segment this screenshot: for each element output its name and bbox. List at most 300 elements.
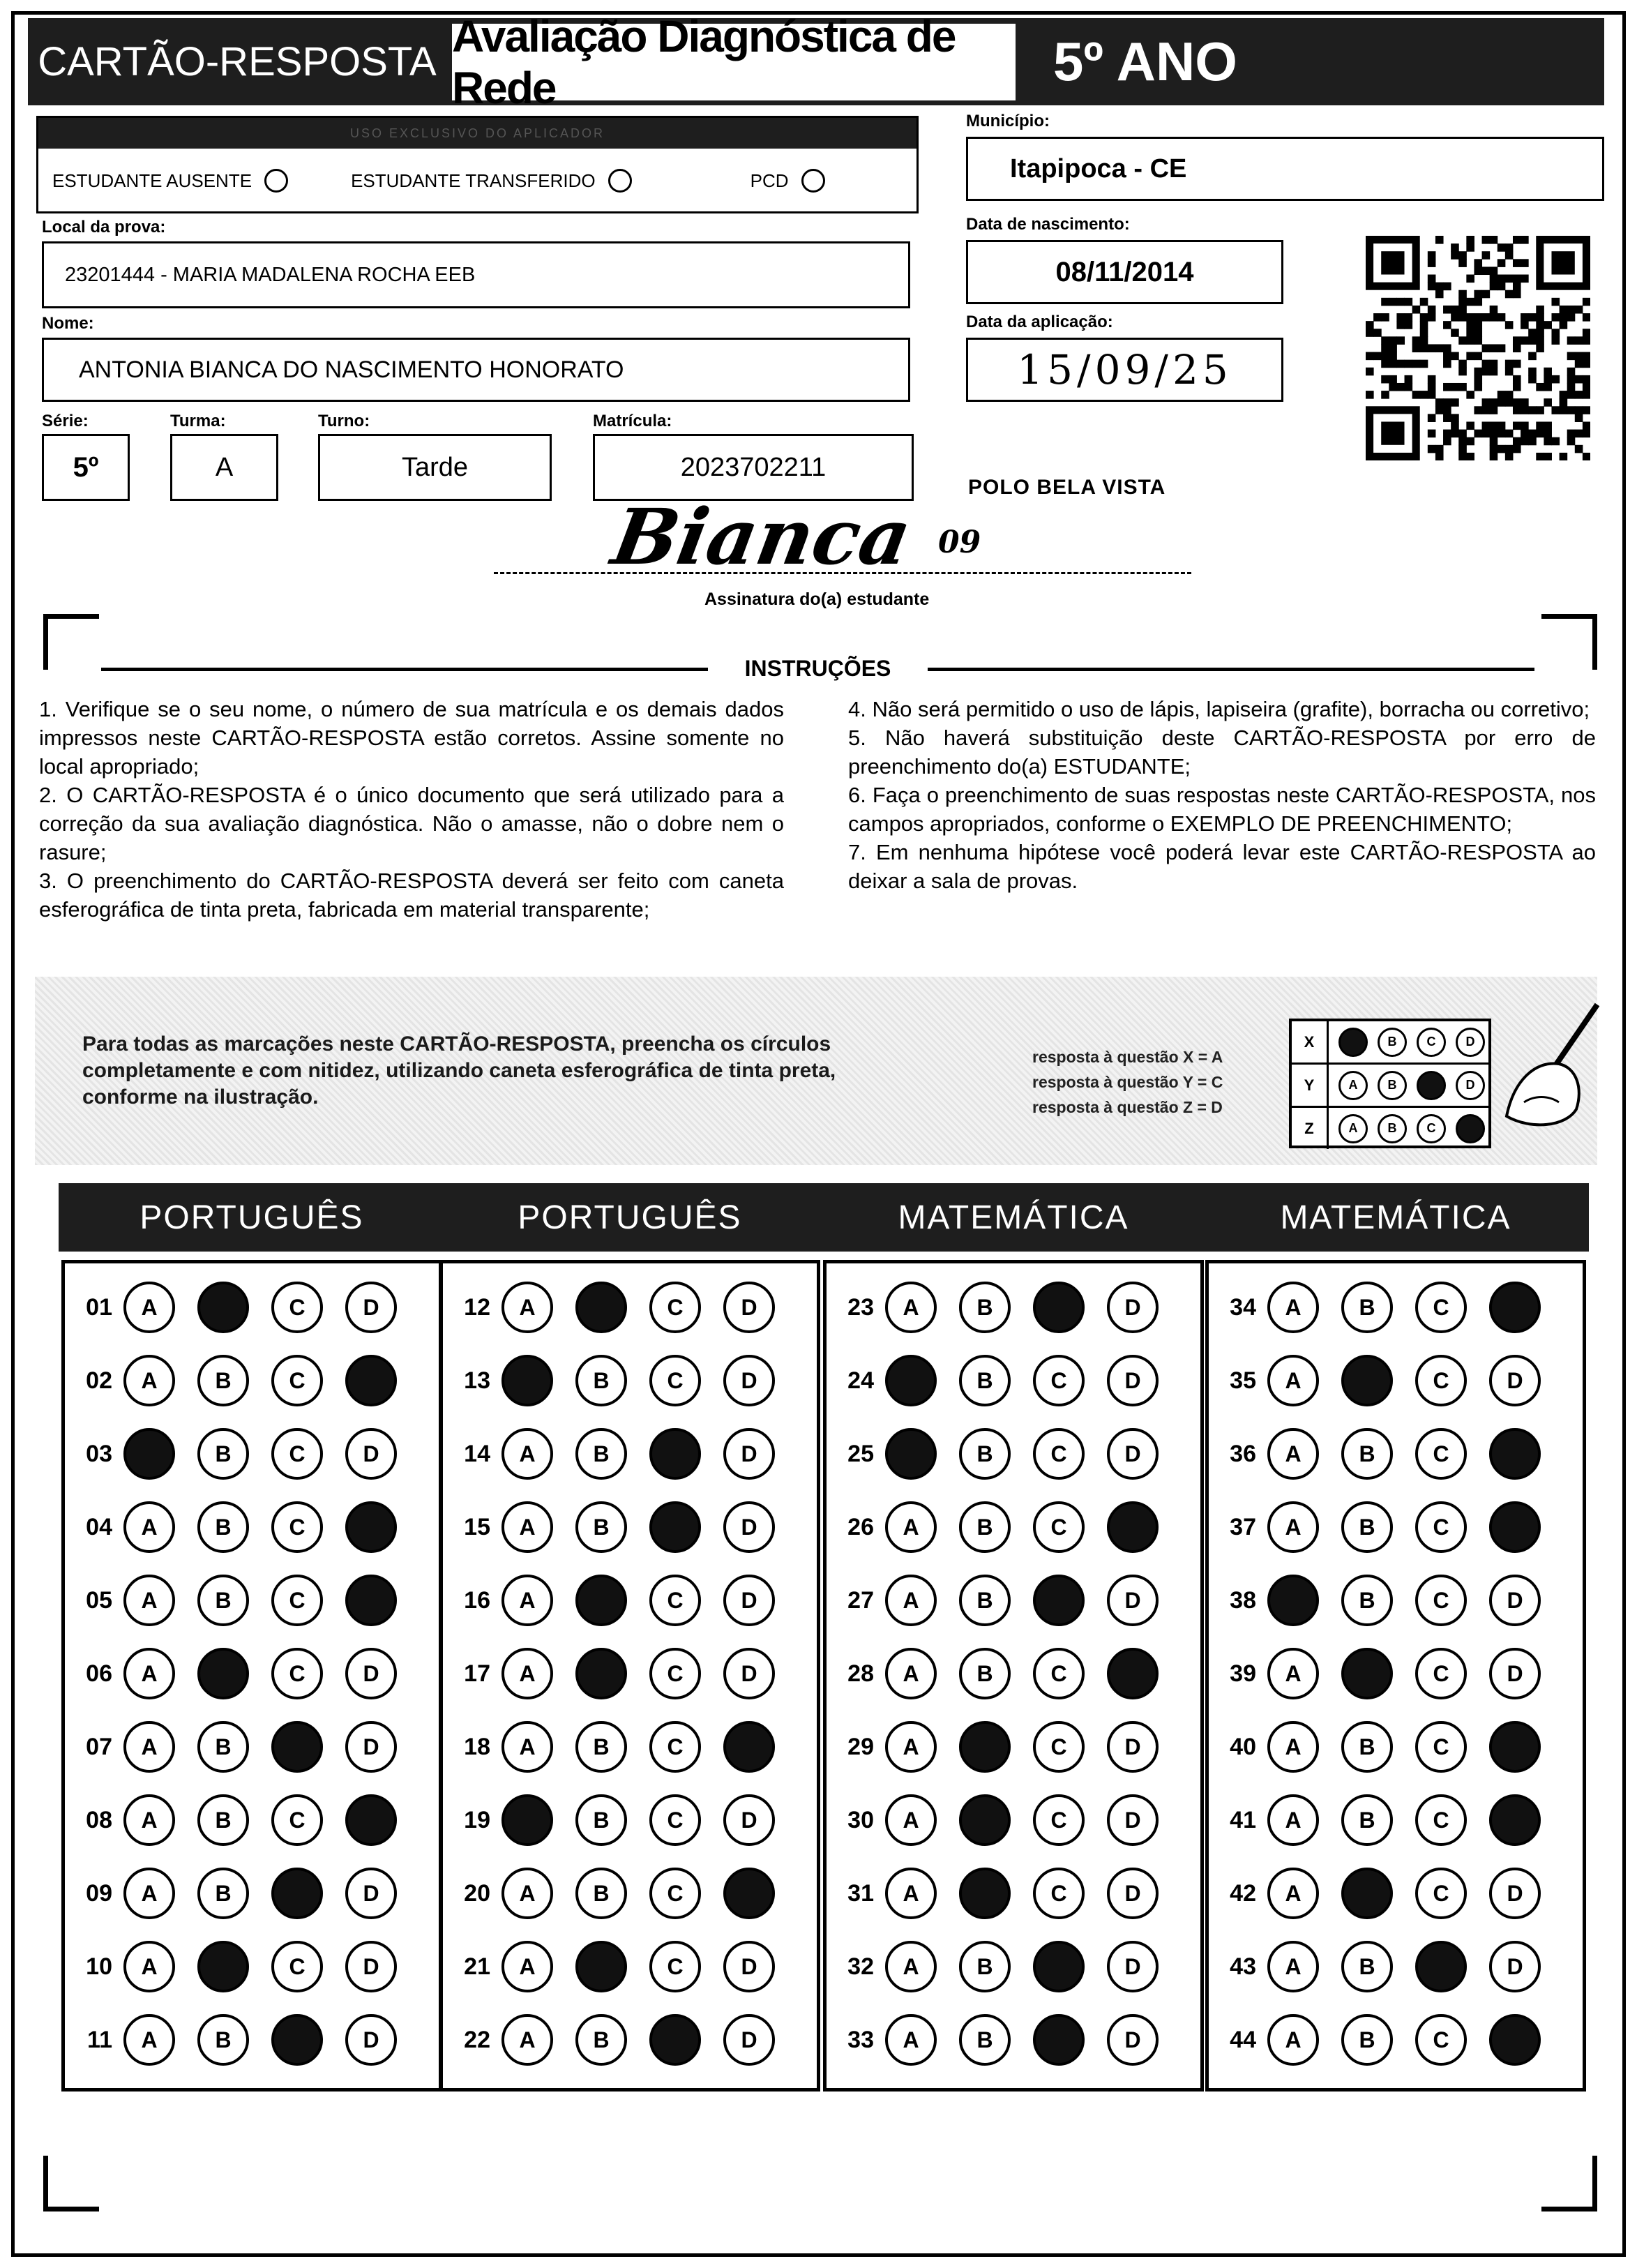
question-number: 38 (1230, 1586, 1256, 1614)
absent-checkbox[interactable] (264, 169, 288, 193)
answer-bubble-d[interactable] (1489, 1501, 1541, 1553)
answer-bubble-b[interactable]: B (959, 1648, 1011, 1699)
answer-bubble-a[interactable]: A (501, 1501, 553, 1553)
answer-bubble-a[interactable]: A (123, 1721, 175, 1773)
answer-bubble-d[interactable]: D (1107, 1428, 1159, 1480)
answer-bubble-b[interactable]: B (959, 2014, 1011, 2066)
answer-bubble-c[interactable]: C (271, 1282, 323, 1333)
nome-field: ANTONIA BIANCA DO NASCIMENTO HONORATO (42, 338, 910, 402)
answer-bubble-b[interactable]: B (197, 1868, 249, 1919)
card-title: CARTÃO-RESPOSTA (38, 39, 437, 84)
answer-bubble-d[interactable] (1107, 1501, 1159, 1553)
answer-bubble-d[interactable]: D (345, 1941, 397, 1992)
question-number: 03 (86, 1440, 112, 1467)
answer-bubble-d[interactable] (1489, 2014, 1541, 2066)
question-number: 35 (1230, 1367, 1256, 1394)
hand-pen-icon (1493, 998, 1604, 1130)
answer-bubble-c[interactable] (649, 2014, 701, 2066)
answer-bubble-c[interactable] (1033, 1941, 1085, 1992)
question-row (1209, 1642, 1583, 1705)
instruction-item: 3. O preenchimento do CARTÃO-RESPOSTA deverá ser feito com caneta esferográfica de tinta preta, fabricada em material transparente; (39, 869, 784, 922)
answer-bubble-a[interactable]: A (123, 1282, 175, 1333)
answer-bubble-b[interactable]: B (1341, 2014, 1393, 2066)
instructions-rule-right (928, 668, 1534, 671)
question-row (1209, 1349, 1583, 1412)
question-row (827, 1935, 1200, 1998)
aplicacao-label: Data da aplicação: (966, 313, 1113, 331)
answer-bubble-a[interactable]: A (123, 1648, 175, 1699)
question-row (65, 1935, 439, 1998)
question-number: 05 (86, 1586, 112, 1614)
answer-bubble-d[interactable]: D (723, 1428, 775, 1480)
answer-bubble-a[interactable] (501, 1355, 553, 1406)
answer-bubble-a[interactable]: A (1267, 1282, 1319, 1333)
aplicador-box (36, 116, 919, 213)
answer-bubble-b[interactable] (959, 1868, 1011, 1919)
answer-bubble-c[interactable]: C (1033, 1428, 1085, 1480)
question-row (827, 2008, 1200, 2071)
answer-bubble-a[interactable]: A (501, 1648, 553, 1699)
answer-bubble-a[interactable]: A (1267, 1794, 1319, 1846)
answer-bubble-c[interactable]: C (1033, 1648, 1085, 1699)
pcd-checkbox[interactable] (801, 169, 825, 193)
question-row (443, 1935, 817, 1998)
question-number: 15 (464, 1513, 490, 1540)
answer-bubble-a[interactable]: A (501, 1721, 553, 1773)
question-number: 41 (1230, 1806, 1256, 1833)
answer-bubble-d[interactable]: D (1489, 1941, 1541, 1992)
answer-bubble-c[interactable] (1033, 2014, 1085, 2066)
answer-bubble-d[interactable]: D (1107, 1282, 1159, 1333)
example-bubble: A (1338, 1071, 1368, 1100)
answer-bubble-b[interactable] (197, 1282, 249, 1333)
answer-bubble-d[interactable]: D (1107, 1721, 1159, 1773)
answer-bubble-a[interactable]: A (123, 1501, 175, 1553)
answer-bubble-d[interactable]: D (345, 1648, 397, 1699)
question-row (827, 1276, 1200, 1339)
answer-bubble-c[interactable]: C (1415, 1501, 1467, 1553)
answer-bubble-d[interactable] (723, 1868, 775, 1919)
answer-bubble-d[interactable]: D (345, 1428, 397, 1480)
assessment-title: Avaliação Diagnóstica de Rede (452, 24, 1016, 100)
answer-bubble-d[interactable]: D (723, 1648, 775, 1699)
question-number: 36 (1230, 1440, 1256, 1467)
instruction-item: 7. Em nenhuma hipótese você poderá levar este CARTÃO-RESPOSTA ao deixar a sala de provas. (848, 840, 1596, 893)
municipio-field: Itapipoca - CE (966, 137, 1604, 201)
answer-bubble-c[interactable]: C (1415, 1575, 1467, 1626)
subject-header: PORTUGUÊS (59, 1183, 445, 1252)
answer-bubble-d[interactable]: D (1107, 1355, 1159, 1406)
answer-bubble-b[interactable] (575, 1648, 627, 1699)
answer-bubble-a[interactable]: A (1267, 1648, 1319, 1699)
answer-bubble-c[interactable]: C (1415, 2014, 1467, 2066)
answer-bubble-c[interactable]: C (1415, 1355, 1467, 1406)
question-row (65, 1789, 439, 1852)
question-row (1209, 2008, 1583, 2071)
question-number: 10 (86, 1953, 112, 1980)
answer-bubble-b[interactable]: B (575, 1428, 627, 1480)
answer-bubble-c[interactable] (271, 1721, 323, 1773)
answer-bubble-d[interactable]: D (723, 2014, 775, 2066)
answer-bubble-c[interactable]: C (1415, 1428, 1467, 1480)
answer-bubble-d[interactable]: D (723, 1501, 775, 1553)
signature-mark: 09 (938, 525, 981, 560)
answer-bubble-d[interactable] (345, 1794, 397, 1846)
answer-bubble-b[interactable]: B (959, 1941, 1011, 1992)
turno-label: Turno: (318, 412, 370, 430)
question-row (827, 1862, 1200, 1925)
question-row (443, 2008, 817, 2071)
instruction-item: 5. Não haverá substituição deste CARTÃO-RESPOSTA por erro de preenchimento do(a) ESTUDANTE; (848, 726, 1596, 779)
answer-bubble-c[interactable]: C (271, 1941, 323, 1992)
corner-mark-tr (1541, 614, 1597, 670)
question-number: 32 (847, 1953, 874, 1980)
answer-bubble-a[interactable]: A (1267, 1355, 1319, 1406)
signature-label: Assinatura do(a) estudante (704, 589, 930, 609)
answer-bubble-a[interactable]: A (885, 1868, 937, 1919)
question-row (65, 1862, 439, 1925)
answer-column (823, 1260, 1204, 2091)
answer-bubble-c[interactable]: C (1033, 1794, 1085, 1846)
serie-label: Série: (42, 412, 89, 430)
answer-bubble-b[interactable]: B (1341, 1941, 1393, 1992)
question-row (443, 1642, 817, 1705)
answer-column (439, 1260, 820, 2091)
answer-bubble-b[interactable]: B (575, 1868, 627, 1919)
answer-bubble-d[interactable] (1107, 1648, 1159, 1699)
absent-label: ESTUDANTE AUSENTE (52, 170, 252, 191)
answer-bubble-c[interactable]: C (649, 1355, 701, 1406)
answer-bubble-d[interactable]: D (1107, 1868, 1159, 1919)
question-row (443, 1496, 817, 1559)
answer-bubble-c[interactable] (1415, 1941, 1467, 1992)
answer-bubble-b[interactable]: B (575, 2014, 627, 2066)
question-number: 24 (847, 1367, 874, 1394)
answer-bubble-a[interactable]: A (123, 1575, 175, 1626)
question-row (1209, 1862, 1583, 1925)
answer-bubble-b[interactable] (959, 1721, 1011, 1773)
answer-bubble-a[interactable]: A (1267, 2014, 1319, 2066)
turma-field: A (170, 434, 278, 501)
example-grid (1289, 1019, 1491, 1148)
answer-bubble-d[interactable]: D (1489, 1355, 1541, 1406)
question-row (827, 1569, 1200, 1632)
answer-bubble-b[interactable]: B (197, 1428, 249, 1480)
question-number: 04 (86, 1513, 112, 1540)
question-row (1209, 1422, 1583, 1485)
answer-bubble-a[interactable] (501, 1794, 553, 1846)
answer-bubble-b[interactable] (575, 1941, 627, 1992)
answer-bubble-c[interactable] (649, 1501, 701, 1553)
example-row-label: Y (1292, 1065, 1329, 1106)
answer-bubble-d[interactable] (345, 1501, 397, 1553)
answer-bubble-a[interactable]: A (123, 1941, 175, 1992)
answer-bubble-b[interactable]: B (197, 1501, 249, 1553)
instruction-item: 6. Faça o preenchimento de suas respostas neste CARTÃO-RESPOSTA, nos campos apropriados, conforme o EXEMPLO DE PREENCHIMENTO; (848, 783, 1596, 836)
question-number: 21 (464, 1953, 490, 1980)
student-signature: Bianca (605, 492, 918, 582)
question-number: 33 (847, 2026, 874, 2053)
answer-bubble-a[interactable]: A (123, 1355, 175, 1406)
answer-bubble-b[interactable]: B (1341, 1501, 1393, 1553)
answer-bubble-a[interactable]: A (501, 1428, 553, 1480)
answer-bubble-d[interactable]: D (345, 2014, 397, 2066)
answer-bubble-a[interactable]: A (885, 1721, 937, 1773)
answer-bubble-a[interactable]: A (885, 1501, 937, 1553)
answer-bubble-b[interactable]: B (959, 1501, 1011, 1553)
question-number: 29 (847, 1733, 874, 1760)
answer-bubble-c[interactable]: C (271, 1428, 323, 1480)
answer-bubble-b[interactable]: B (197, 2014, 249, 2066)
pcd-label: PCD (750, 170, 789, 191)
answer-bubble-b[interactable]: B (575, 1355, 627, 1406)
example-legend-item: resposta à questão Z = D (1032, 1098, 1223, 1116)
answer-bubble-c[interactable]: C (1415, 1868, 1467, 1919)
question-number: 37 (1230, 1513, 1256, 1540)
answer-bubble-d[interactable]: D (1107, 1941, 1159, 1992)
answer-bubble-b[interactable]: B (1341, 1794, 1393, 1846)
answer-bubble-a[interactable] (885, 1355, 937, 1406)
answer-bubble-c[interactable]: C (271, 1794, 323, 1846)
transferred-label: ESTUDANTE TRANSFERIDO (351, 170, 596, 191)
question-row (443, 1569, 817, 1632)
question-row (65, 2008, 439, 2071)
answer-bubble-b[interactable]: B (575, 1501, 627, 1553)
turno-field: Tarde (318, 434, 552, 501)
answer-bubble-b[interactable] (197, 1648, 249, 1699)
answer-bubble-d[interactable] (1489, 1721, 1541, 1773)
answer-bubble-d[interactable]: D (345, 1868, 397, 1919)
answer-bubble-b[interactable]: B (1341, 1575, 1393, 1626)
question-row (1209, 1276, 1583, 1339)
question-row (827, 1789, 1200, 1852)
question-number: 18 (464, 1733, 490, 1760)
answer-bubble-b[interactable] (1341, 1355, 1393, 1406)
answer-bubble-c[interactable]: C (271, 1648, 323, 1699)
answer-bubble-d[interactable]: D (1489, 1575, 1541, 1626)
answer-bubble-a[interactable]: A (1267, 1428, 1319, 1480)
example-row (1292, 1108, 1488, 1149)
answer-bubble-a[interactable]: A (501, 2014, 553, 2066)
question-row (65, 1422, 439, 1485)
answer-bubble-d[interactable]: D (723, 1282, 775, 1333)
answer-bubble-d[interactable]: D (345, 1282, 397, 1333)
answer-bubble-a[interactable]: A (123, 2014, 175, 2066)
example-bubble: C (1417, 1114, 1446, 1143)
answer-bubble-c[interactable]: C (1033, 1721, 1085, 1773)
instructions-left (39, 695, 784, 924)
question-number: 39 (1230, 1660, 1256, 1687)
municipio-label: Município: (966, 112, 1050, 130)
answer-bubble-d[interactable]: D (1489, 1648, 1541, 1699)
corner-mark-bl (43, 2156, 99, 2211)
answer-bubble-b[interactable]: B (1341, 1428, 1393, 1480)
question-number: 06 (86, 1660, 112, 1687)
answer-bubble-d[interactable]: D (723, 1941, 775, 1992)
question-row (827, 1642, 1200, 1705)
aplicacao-field: 15/09/25 (966, 338, 1283, 402)
answer-bubble-c[interactable]: C (271, 1575, 323, 1626)
matricula-field: 2023702211 (593, 434, 914, 501)
qr-code (1366, 236, 1590, 460)
answer-bubble-a[interactable]: A (501, 1941, 553, 1992)
example-bubble: A (1338, 1114, 1368, 1143)
answer-bubble-b[interactable]: B (959, 1355, 1011, 1406)
grade-label: 5º ANO (1053, 31, 1237, 92)
subject-header: MATEMÁTICA (1202, 1183, 1589, 1252)
answer-bubble-a[interactable]: A (1267, 1941, 1319, 1992)
answer-bubble-b[interactable] (575, 1282, 627, 1333)
example-legend-item: resposta à questão X = A (1032, 1048, 1223, 1066)
answer-bubble-a[interactable] (1267, 1575, 1319, 1626)
example-text: Para todas as marcações neste CARTÃO-RESPOSTA, preencha os círculos completamente e com nitidez, utilizando caneta esferográfica de tinta preta, conforme na ilustração. (82, 1032, 836, 1109)
answer-bubble-b[interactable] (959, 1794, 1011, 1846)
answer-bubble-b[interactable]: B (575, 1794, 627, 1846)
answer-bubble-b[interactable]: B (959, 1428, 1011, 1480)
example-bubble (1338, 1028, 1368, 1057)
answer-bubble-a[interactable]: A (1267, 1721, 1319, 1773)
answer-bubble-d[interactable]: D (345, 1721, 397, 1773)
answer-bubble-b[interactable] (575, 1575, 627, 1626)
answer-bubble-a[interactable]: A (501, 1868, 553, 1919)
question-number: 16 (464, 1586, 490, 1614)
example-row (1292, 1065, 1488, 1108)
answer-bubble-d[interactable] (345, 1355, 397, 1406)
answer-bubble-d[interactable]: D (1107, 1575, 1159, 1626)
answer-bubble-c[interactable]: C (1033, 1501, 1085, 1553)
answer-bubble-b[interactable]: B (197, 1575, 249, 1626)
answer-column (61, 1260, 442, 2091)
question-number: 26 (847, 1513, 874, 1540)
question-number: 19 (464, 1806, 490, 1833)
answer-bubble-d[interactable]: D (1489, 1868, 1541, 1919)
answer-bubble-a[interactable] (123, 1428, 175, 1480)
answer-bubble-c[interactable]: C (649, 1575, 701, 1626)
question-number: 13 (464, 1367, 490, 1394)
question-row (65, 1715, 439, 1778)
answer-bubble-d[interactable] (723, 1721, 775, 1773)
answer-column (1205, 1260, 1586, 2091)
nome-label: Nome: (42, 314, 94, 333)
answer-bubble-d[interactable]: D (1107, 1794, 1159, 1846)
answer-bubble-b[interactable] (1341, 1648, 1393, 1699)
answer-bubble-a[interactable] (885, 1428, 937, 1480)
answer-bubble-d[interactable] (1489, 1428, 1541, 1480)
answer-bubble-c[interactable]: C (649, 1648, 701, 1699)
question-row (1209, 1789, 1583, 1852)
answer-bubble-c[interactable]: C (649, 1282, 701, 1333)
question-row (443, 1349, 817, 1412)
answer-bubble-a[interactable]: A (123, 1794, 175, 1846)
question-row (1209, 1935, 1583, 1998)
question-number: 08 (86, 1806, 112, 1833)
answer-bubble-c[interactable]: C (271, 1355, 323, 1406)
answer-bubble-d[interactable]: D (723, 1355, 775, 1406)
answer-bubble-c[interactable]: C (1415, 1648, 1467, 1699)
question-number: 09 (86, 1879, 112, 1907)
answer-bubble-b[interactable] (1341, 1868, 1393, 1919)
answer-bubble-c[interactable] (271, 1868, 323, 1919)
answer-bubble-a[interactable]: A (885, 1648, 937, 1699)
answer-bubble-b[interactable]: B (1341, 1282, 1393, 1333)
answer-bubble-b[interactable]: B (197, 1355, 249, 1406)
turma-label: Turma: (170, 412, 226, 430)
instructions-right (848, 695, 1596, 895)
answer-bubble-a[interactable]: A (501, 1575, 553, 1626)
nascimento-field: 08/11/2014 (966, 240, 1283, 304)
answer-bubble-b[interactable] (197, 1941, 249, 1992)
question-row (1209, 1496, 1583, 1559)
answer-bubble-d[interactable] (1489, 1794, 1541, 1846)
answer-bubble-a[interactable]: A (885, 1941, 937, 1992)
question-row (1209, 1715, 1583, 1778)
answer-bubble-d[interactable] (1489, 1282, 1541, 1333)
question-row (65, 1569, 439, 1632)
instructions-rule-left (101, 668, 708, 671)
answer-bubble-c[interactable] (1033, 1575, 1085, 1626)
question-number: 11 (87, 2026, 112, 2053)
answer-bubble-d[interactable]: D (723, 1575, 775, 1626)
answer-bubble-c[interactable] (1033, 1282, 1085, 1333)
example-legend-item: resposta à questão Y = C (1032, 1073, 1223, 1091)
answer-bubble-c[interactable]: C (649, 1868, 701, 1919)
example-bubble (1456, 1114, 1485, 1143)
answer-bubble-a[interactable]: A (1267, 1868, 1319, 1919)
answer-bubble-c[interactable]: C (1033, 1355, 1085, 1406)
answer-bubble-c[interactable] (649, 1428, 701, 1480)
question-row (65, 1349, 439, 1412)
answer-bubble-c[interactable]: C (1415, 1794, 1467, 1846)
answer-bubble-a[interactable]: A (885, 2014, 937, 2066)
answer-bubble-b[interactable]: B (575, 1721, 627, 1773)
polo-label: POLO BELA VISTA (968, 476, 1166, 499)
answer-bubble-c[interactable]: C (649, 1941, 701, 1992)
question-row (443, 1422, 817, 1485)
answer-bubble-c[interactable] (271, 2014, 323, 2066)
answer-bubble-c[interactable]: C (649, 1794, 701, 1846)
answer-bubble-b[interactable]: B (1341, 1721, 1393, 1773)
answer-bubble-a[interactable]: A (885, 1794, 937, 1846)
answer-bubble-b[interactable]: B (197, 1721, 249, 1773)
answer-bubble-c[interactable]: C (1033, 1868, 1085, 1919)
answer-bubble-a[interactable]: A (1267, 1501, 1319, 1553)
question-number: 40 (1230, 1733, 1256, 1760)
transferred-checkbox[interactable] (608, 169, 632, 193)
answer-bubble-b[interactable]: B (959, 1575, 1011, 1626)
example-row-label: Z (1292, 1108, 1329, 1149)
answer-bubble-b[interactable]: B (959, 1282, 1011, 1333)
subject-header: MATEMÁTICA (820, 1183, 1207, 1252)
answer-bubble-c[interactable]: C (271, 1501, 323, 1553)
answer-bubble-d[interactable]: D (1107, 2014, 1159, 2066)
answer-bubble-c[interactable]: C (1415, 1721, 1467, 1773)
answer-bubble-d[interactable]: D (723, 1794, 775, 1846)
answer-bubble-d[interactable] (345, 1575, 397, 1626)
question-number: 25 (847, 1440, 874, 1467)
instruction-item: 2. O CARTÃO-RESPOSTA é o único documento que será utilizado para a correção da sua avaliação diagnóstica. Não o amasse, não o dobre nem o rasure; (39, 783, 784, 864)
answer-bubble-a[interactable]: A (123, 1868, 175, 1919)
local-label: Local da prova: (42, 218, 166, 236)
answer-bubble-c[interactable]: C (1415, 1282, 1467, 1333)
answer-bubble-b[interactable]: B (197, 1794, 249, 1846)
answer-bubble-a[interactable]: A (501, 1282, 553, 1333)
question-number: 44 (1230, 2026, 1256, 2053)
instruction-item: 1. Verifique se o seu nome, o número de sua matrícula e os demais dados impressos neste CARTÃO-RESPOSTA estão corretos. Assine somente no local apropriado; (39, 697, 784, 779)
answer-bubble-c[interactable]: C (649, 1721, 701, 1773)
example-bubble: B (1378, 1028, 1407, 1057)
answer-bubble-a[interactable]: A (885, 1282, 937, 1333)
answer-bubble-a[interactable]: A (885, 1575, 937, 1626)
